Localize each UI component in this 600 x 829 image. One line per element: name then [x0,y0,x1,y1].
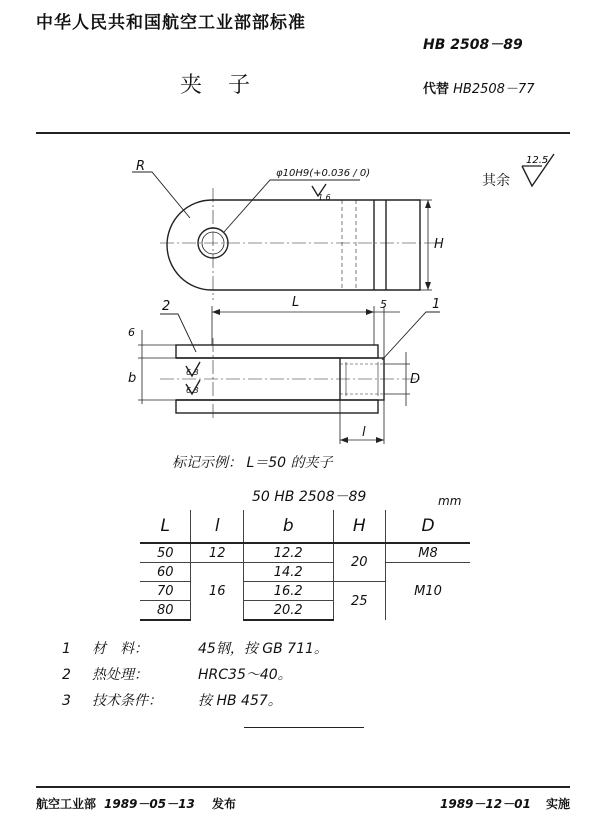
note-number: 3 [62,693,71,709]
label-height: H [434,237,444,252]
cell-D: M10 [385,563,470,621]
col-header-D: D [385,510,470,543]
note-text: HRC35～40。 [198,667,292,683]
col-header-L: L [140,510,191,543]
label-hole-roughness: 1.6 [318,193,331,202]
front-view [138,306,440,444]
notes-end-rule [244,727,364,728]
note-number: 1 [62,641,71,657]
cell-b: 16.2 [243,582,333,601]
footer-rule [36,786,570,788]
cell-b: 20.2 [243,601,333,621]
note-label: 材 料： [92,641,148,657]
note-text: 按 HB 457。 [198,693,282,709]
note-label: 技术条件： [92,693,162,709]
issue-date: 1989－05－13 [104,797,195,811]
top-view [132,172,440,300]
note-text: 45钢，按 GB 711。 [198,641,328,657]
cell-L: 70 [140,582,191,601]
label-radius: R [136,159,146,174]
issuer: 航空工业部 [36,797,97,811]
label-roughness-a: 6.3 [186,368,199,377]
dimension-table [140,510,470,621]
label-part-1: 1 [432,297,441,312]
cell-H: 20 [333,543,385,582]
label-thickness-6: 6 [128,326,135,339]
example-label: 标记示例： [172,455,242,471]
rest-roughness-label: 其余 [482,173,510,189]
note-label: 热处理： [92,667,148,683]
cell-L: 50 [140,543,191,563]
document-title: 夹子 [180,73,277,98]
example-code: 50 HB 2508－89 [252,489,367,505]
cell-b: 12.2 [243,543,333,563]
table-header-row [140,510,470,543]
replace-number: HB2508－77 [453,82,535,97]
cell-D: M8 [385,543,470,563]
standard-number: HB 2508－89 [423,37,523,53]
table-row [140,543,470,563]
implementation-date: 1989－12－01 [440,797,531,811]
label-hole-diameter: φ10H9(+0.036 / 0) [276,168,371,179]
label-thread-d: D [410,372,421,387]
roughness-value: 12.5 [526,155,549,166]
table-row [140,563,470,582]
note-item [62,690,282,710]
col-header-H: H [333,510,385,543]
label-length: L [292,295,300,310]
cell-L: 60 [140,563,191,582]
cell-b: 14.2 [243,563,333,582]
implementation-label: 实施 [546,797,571,811]
label-roughness-b: 6.3 [186,386,199,395]
table-unit: mm [438,494,462,508]
cell-l: 12 [191,543,243,563]
label-part-2: 2 [162,299,171,314]
org-title: 中华人民共和国航空工业部部标准 [36,13,306,33]
replace-label: 代替 [423,82,450,97]
label-offset-5: 5 [380,298,387,311]
cell-H: 25 [333,582,385,621]
issue-label: 发布 [212,797,237,811]
label-gap-b: b [128,371,137,386]
note-item [62,638,328,658]
note-number: 2 [62,667,71,683]
example-text: L＝50 的夹子 [246,455,333,471]
col-header-b: b [243,510,333,543]
cell-L: 80 [140,601,191,621]
cell-l: 16 [191,563,243,621]
marking-example [172,452,333,472]
col-header-l: l [191,510,243,543]
label-thread-length: l [362,425,366,440]
note-item [62,664,292,684]
